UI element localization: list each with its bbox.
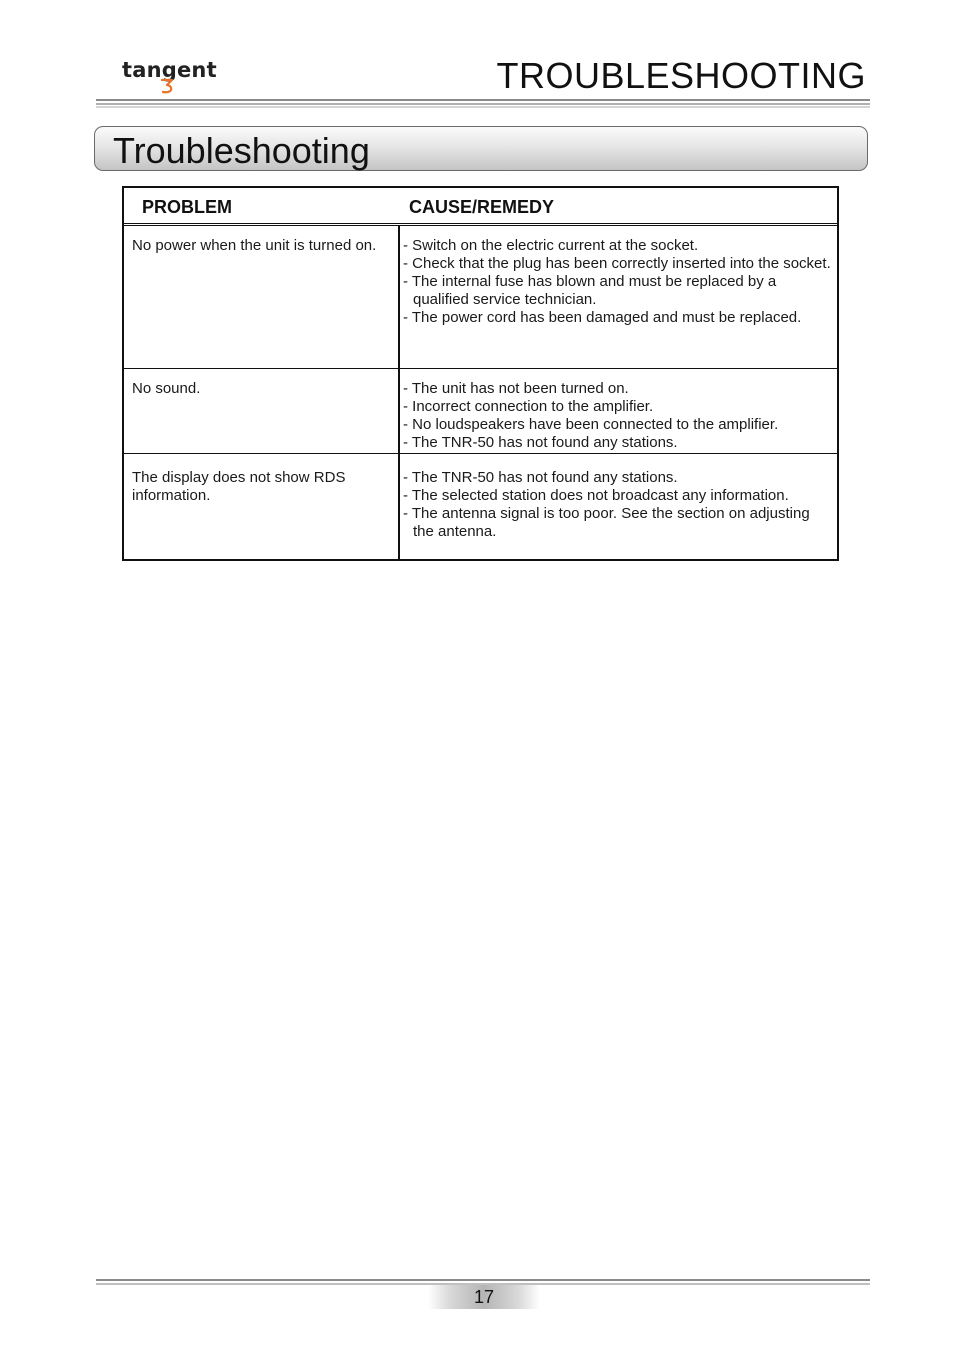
page-number: 17 xyxy=(473,1287,495,1307)
cause-item: - The antenna signal is too poor. See the section on adjusting the antenna. xyxy=(403,505,810,540)
row-2-problem: No sound. xyxy=(132,380,201,397)
cause-item: - The internal fuse has blown and must be replaced by a qualified service technician. xyxy=(403,273,777,308)
row-divider xyxy=(124,453,837,454)
row-divider xyxy=(124,368,837,369)
column-header-problem: PROBLEM xyxy=(142,197,232,217)
row-1-causes xyxy=(403,237,833,327)
cause-item: - No loudspeakers have been connected to the amplifier. xyxy=(403,416,779,433)
column-header-cause: CAUSE/REMEDY xyxy=(409,197,555,217)
page-number-badge xyxy=(428,1285,540,1309)
row-2-causes xyxy=(403,380,833,452)
cause-item: - The TNR-50 has not found any stations. xyxy=(403,434,678,451)
column-divider xyxy=(398,225,400,559)
cause-item: - The selected station does not broadcast any information. xyxy=(403,487,789,504)
cause-item: - Check that the plug has been correctly inserted into the socket. xyxy=(403,255,831,272)
section-title: Troubleshooting xyxy=(113,130,370,171)
table-header xyxy=(124,188,837,224)
cause-item: - The unit has not been turned on. xyxy=(403,380,629,397)
cause-item: - The TNR-50 has not found any stations. xyxy=(403,469,678,486)
cause-item: - Incorrect connection to the amplifier. xyxy=(403,398,654,415)
brand-logo: tangent xyxy=(122,58,217,82)
header-double-rule xyxy=(124,225,837,226)
cause-item: - Switch on the electric current at the socket. xyxy=(403,237,699,254)
cause-item: - The power cord has been damaged and must be replaced. xyxy=(403,309,802,326)
brand-logo-mark xyxy=(160,78,174,94)
section-banner xyxy=(94,126,868,171)
header-divider xyxy=(96,99,870,109)
troubleshooting-table xyxy=(122,186,839,561)
row-1-problem: No power when the unit is turned on. xyxy=(132,237,377,254)
page-header-title: TROUBLESHOOTING xyxy=(496,55,866,96)
row-3-problem: The display does not show RDS information. xyxy=(132,469,346,504)
row-3-causes xyxy=(403,469,833,541)
